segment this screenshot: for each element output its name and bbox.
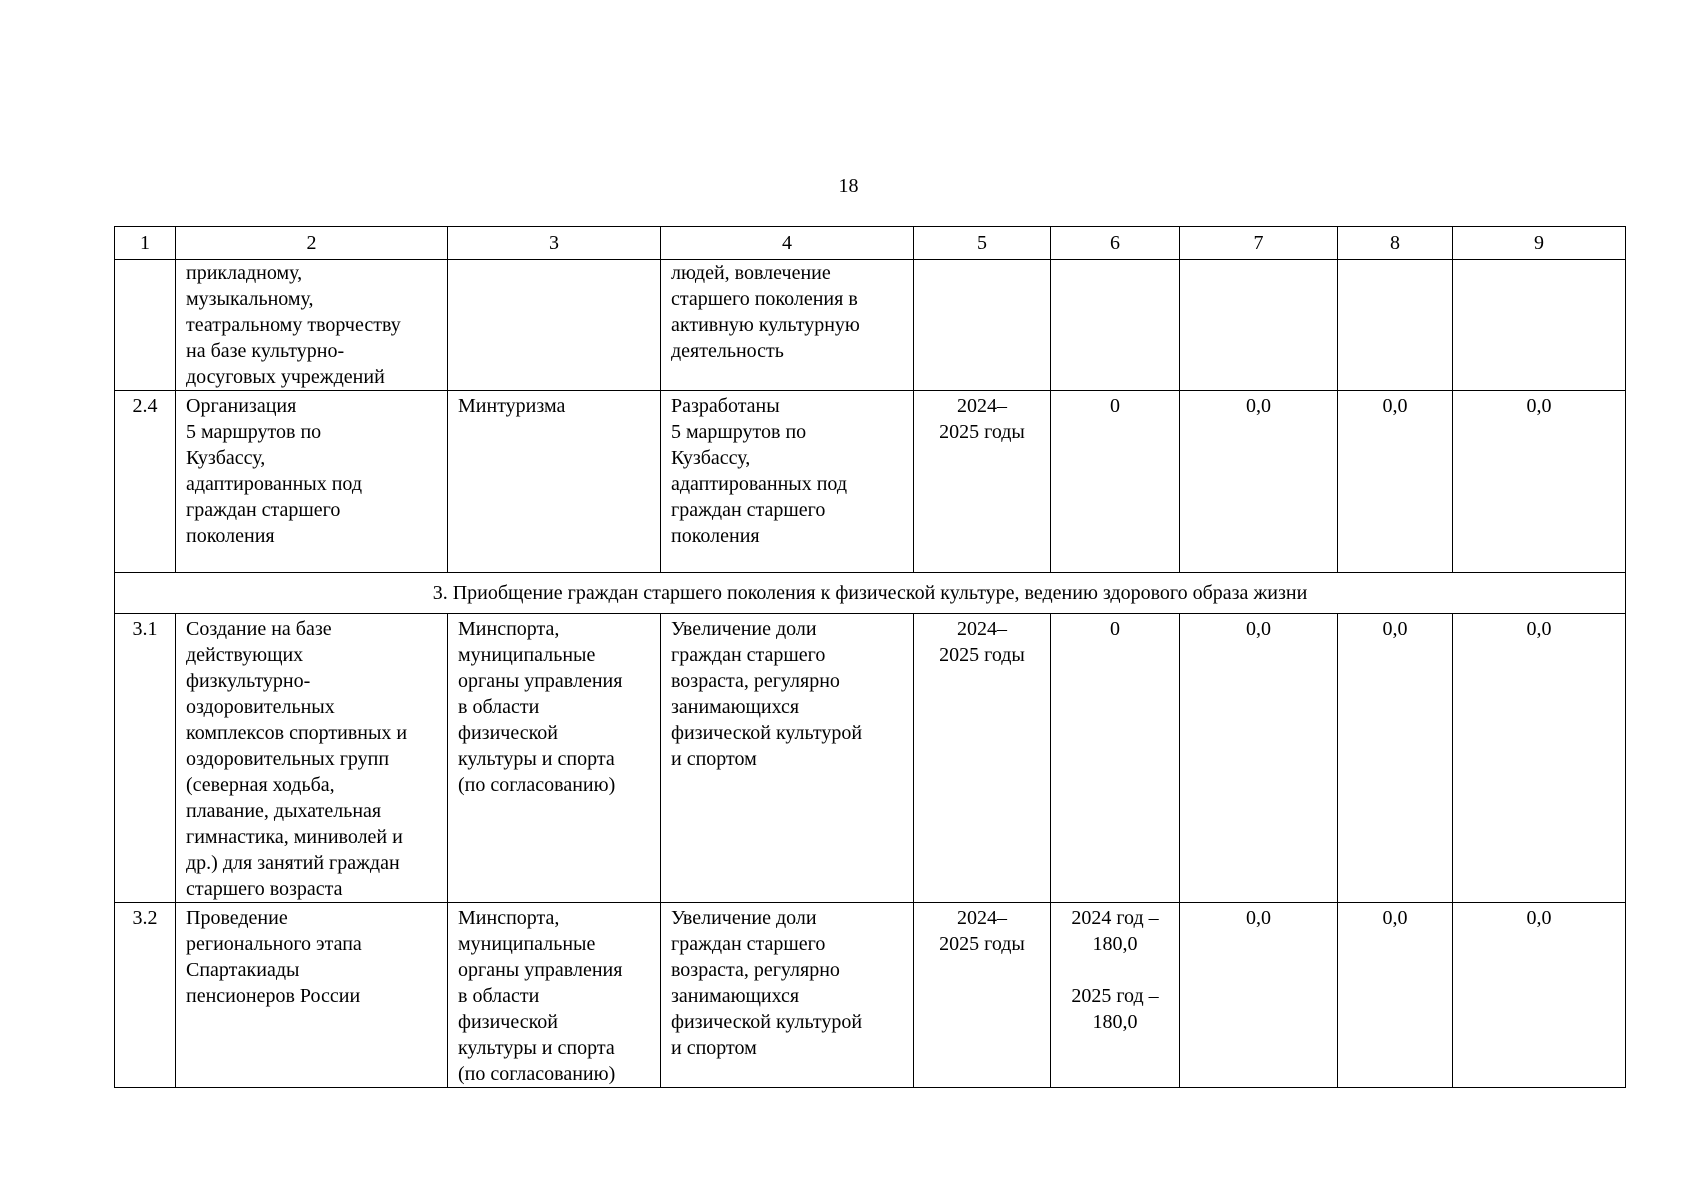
value-cell: 0,0 [1453, 614, 1626, 903]
value-cell: 0,0 [1180, 614, 1338, 903]
value-cell: 0,0 [1180, 391, 1338, 573]
row-number: 2.4 [115, 391, 176, 573]
result-cell: Увеличение доли граждан старшего возраста, регулярно занимающихся физической культурой и спортом [661, 614, 914, 903]
action-cell: Создание на базе действующих физкультурно- оздоровительных комплексов спортивных и оздоровительных групп (северная ходьба, плавание, дыхательная гимнастика, миниволей и др.) для занятий граждан старшего возраста [176, 614, 448, 903]
period-cell: 2024– 2025 годы [914, 614, 1051, 903]
value-cell: 0,0 [1180, 903, 1338, 1088]
table-row [115, 391, 1626, 573]
column-header: 7 [1180, 227, 1338, 260]
period-cell: 2024– 2025 годы [914, 391, 1051, 573]
action-cell: Организация 5 маршрутов по Кузбассу, адаптированных под граждан старшего поколения [176, 391, 448, 573]
value-cell: 0 [1051, 391, 1180, 573]
executor-cell: Минспорта, муниципальные органы управления в области физической культуры и спорта (по согласованию) [448, 614, 661, 903]
table-row [115, 614, 1626, 903]
row-number: 3.2 [115, 903, 176, 1088]
column-number-row [115, 227, 1626, 260]
result-cell: людей, вовлечение старшего поколения в активную культурную деятельность [661, 260, 914, 391]
column-header: 9 [1453, 227, 1626, 260]
column-header: 5 [914, 227, 1051, 260]
value-cell: 0,0 [1338, 391, 1453, 573]
page-number: 18 [838, 175, 859, 197]
value-cell [1338, 260, 1453, 391]
table-row [115, 903, 1626, 1088]
value-cell: 0 [1051, 614, 1180, 903]
action-cell: Проведение регионального этапа Спартакиады пенсионеров России [176, 903, 448, 1088]
row-number: 3.1 [115, 614, 176, 903]
value-cell: 2024 год – 180,0 2025 год – 180,0 [1051, 903, 1180, 1088]
column-header: 8 [1338, 227, 1453, 260]
value-cell: 0,0 [1338, 903, 1453, 1088]
column-header: 1 [115, 227, 176, 260]
value-cell: 0,0 [1453, 903, 1626, 1088]
section-heading: 3. Приобщение граждан старшего поколения к физической культуре, ведению здорового образа жизни [115, 573, 1626, 614]
result-cell: Увеличение доли граждан старшего возраста, регулярно занимающихся физической культурой и спортом [661, 903, 914, 1088]
executor-cell [448, 260, 661, 391]
value-cell: 0,0 [1453, 391, 1626, 573]
value-cell [1453, 260, 1626, 391]
period-cell: 2024– 2025 годы [914, 903, 1051, 1088]
value-cell [1051, 260, 1180, 391]
column-header: 4 [661, 227, 914, 260]
row-number [115, 260, 176, 391]
result-cell: Разработаны 5 маршрутов по Кузбассу, адаптированных под граждан старшего поколения [661, 391, 914, 573]
value-cell [1180, 260, 1338, 391]
executor-cell: Минтуризма [448, 391, 661, 573]
section-row [115, 573, 1626, 614]
column-header: 3 [448, 227, 661, 260]
table-row [115, 260, 1626, 391]
column-header: 6 [1051, 227, 1180, 260]
period-cell [914, 260, 1051, 391]
column-header: 2 [176, 227, 448, 260]
executor-cell: Минспорта, муниципальные органы управления в области физической культуры и спорта (по согласованию) [448, 903, 661, 1088]
measures-table [114, 226, 1626, 1088]
value-cell: 0,0 [1338, 614, 1453, 903]
action-cell: прикладному, музыкальному, театральному творчеству на базе культурно- досуговых учреждений [176, 260, 448, 391]
